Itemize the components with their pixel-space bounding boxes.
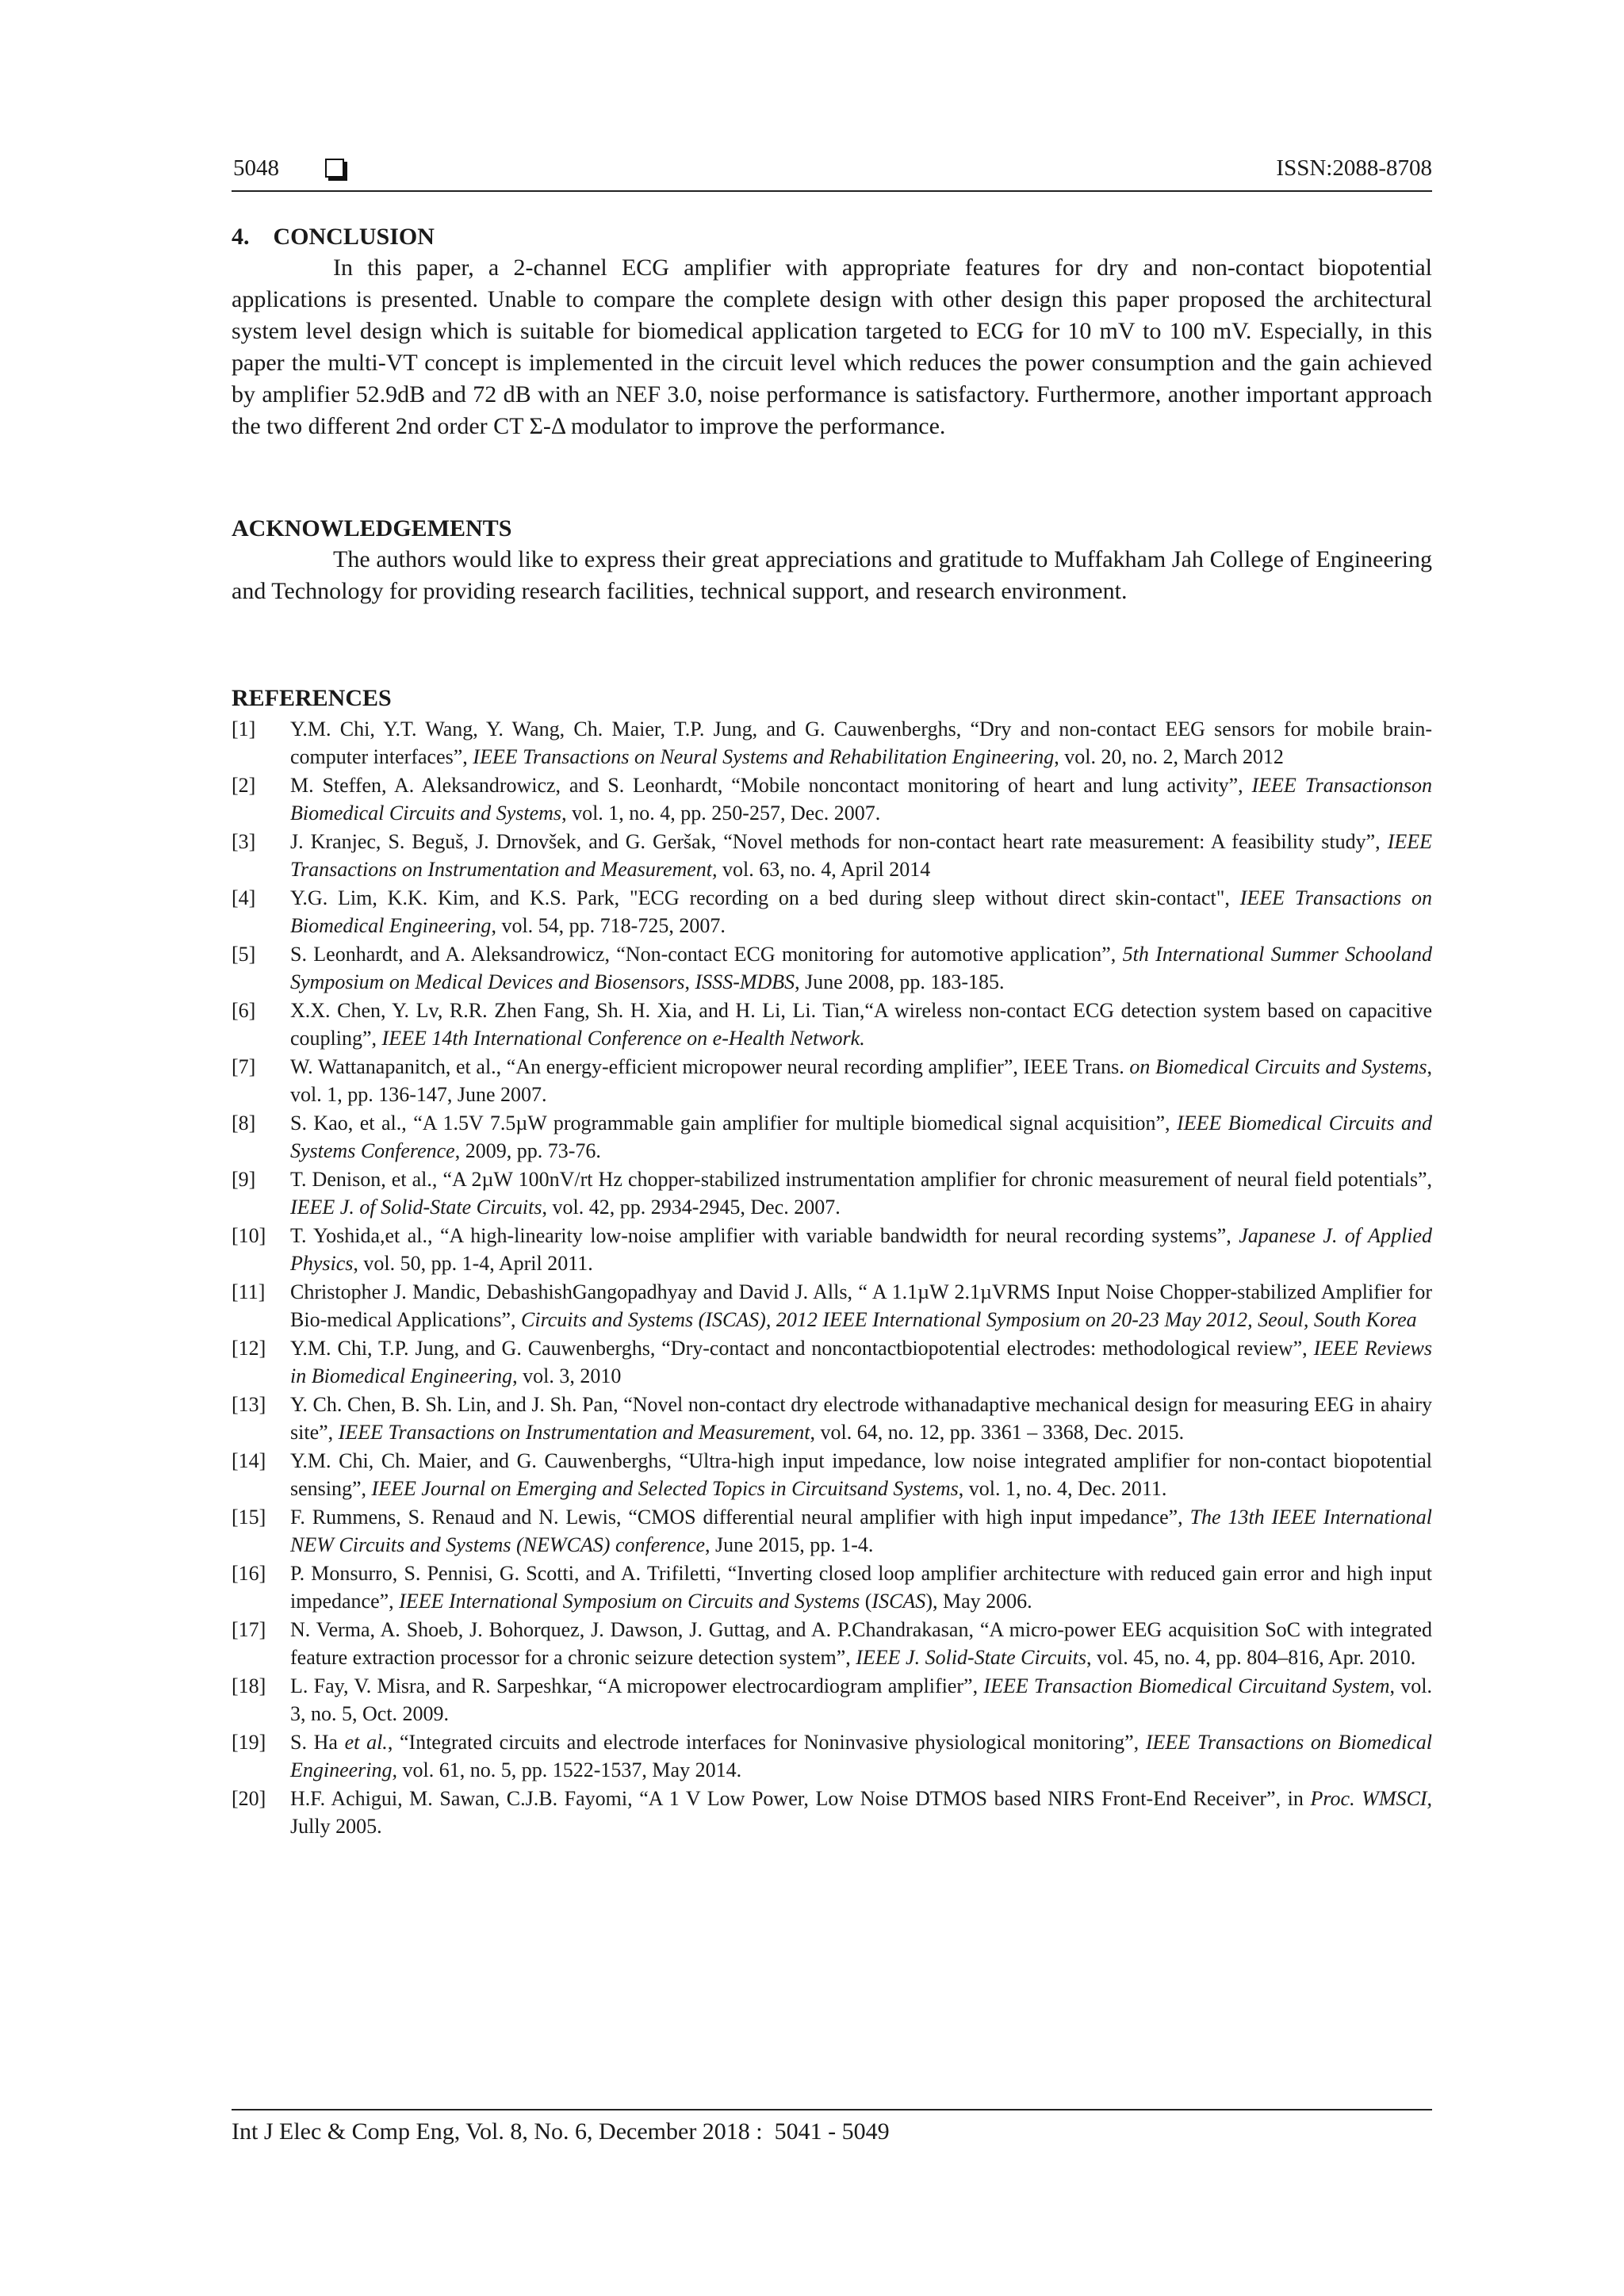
reference-number: [14]	[232, 1449, 266, 1472]
reference-item	[232, 1559, 1432, 1615]
reference-number: [8]	[232, 1112, 256, 1135]
reference-venue: Japanese J. of Applied Physics	[290, 1224, 1432, 1275]
reference-item	[232, 1728, 1432, 1784]
reference-number: [15]	[232, 1506, 266, 1529]
page-header	[232, 155, 1432, 192]
reference-text	[290, 1559, 1432, 1615]
reference-segment: , vol. 20, no. 2, March 2012	[1054, 745, 1284, 768]
reference-segment: , vol. 3, no. 5, Oct. 2009.	[290, 1674, 1432, 1725]
reference-venue: IEEE Transactions on Biomedical Engineering,	[290, 1731, 1432, 1781]
reference-number: [19]	[232, 1731, 266, 1754]
conclusion-paragraph: In this paper, a 2-channel ECG amplifier with appropriate features for dry and non-contact biopotential applications is presented. Unable to compare the complete design with other design this paper proposed the architectural system level design which is suitable for biomedical application targeted to ECG for 10 mV to 100 mV. Especially, in this paper the multi-VT concept is implemented in the circuit level which reduces the power consumption and the gain achieved by amplifier 52.9dB and 72 dB with an NEF 3.0, noise performance is satisfactory. Furthermore, another important approach the two different 2nd order CT Σ-Δ modulator to improve the performance.	[232, 254, 1432, 439]
reference-item	[232, 1109, 1432, 1165]
reference-item	[232, 771, 1432, 827]
checkbox-square-icon	[325, 159, 344, 178]
reference-number: [4]	[232, 886, 256, 909]
reference-number: [1]	[232, 718, 256, 740]
reference-segment: ,	[684, 970, 695, 993]
reference-text	[290, 771, 1432, 827]
page-number: 5048	[233, 155, 279, 181]
reference-text	[290, 1672, 1432, 1728]
reference-venue: IEEE Journal on Emerging and Selected Topics in Circuitsand Systems	[371, 1477, 959, 1500]
reference-text	[290, 1785, 1432, 1840]
reference-text	[290, 1278, 1432, 1334]
reference-text	[290, 828, 1432, 883]
reference-number: [7]	[232, 1055, 256, 1078]
reference-segment: T. Yoshida,et al., “A high-linearity low-noise amplifier with variable bandwidth for neural recording systems”,	[290, 1224, 1239, 1247]
reference-text	[290, 1109, 1432, 1165]
reference-text	[290, 940, 1432, 996]
reference-venue: IEEE Transactions on Biomedical Engineering	[290, 886, 1433, 937]
reference-venue: IEEE Transactionson Biomedical Circuits and Systems	[290, 774, 1432, 825]
issn: ISSN:2088-8708	[1276, 155, 1432, 181]
reference-number: [6]	[232, 999, 256, 1022]
reference-venue: Circuits and Systems (ISCAS), 2012 IEEE International Symposium on 20-23 May 2012, Seoul, South Korea	[521, 1308, 1417, 1331]
reference-number: [11]	[232, 1280, 266, 1303]
reference-item	[232, 997, 1432, 1052]
reference-item	[232, 940, 1432, 996]
reference-segment: , “Integrated circuits and electrode interfaces for Noninvasive physiological monitoring”,	[387, 1731, 1146, 1754]
reference-segment: , vol. 54, pp. 718-725, 2007.	[491, 914, 726, 937]
acknowledgements-paragraph: The authors would like to express their great appreciations and gratitude to Muffakham Jah College of Engineering and Technology for providing research facilities, technical support, and research environment.	[232, 546, 1432, 604]
reference-text	[290, 1616, 1432, 1671]
reference-venue: IEEE International Symposium on Circuits and Systems	[399, 1590, 860, 1613]
reference-segment: , vol. 1, no. 4, Dec. 2011.	[958, 1477, 1167, 1500]
reference-item	[232, 1616, 1432, 1671]
reference-segment: M. Steffen, A. Aleksandrowicz, and S. Leonhardt, “Mobile noncontact monitoring of heart and lung activity”,	[290, 774, 1252, 797]
reference-number: [18]	[232, 1674, 266, 1697]
reference-item	[232, 715, 1432, 771]
reference-item	[232, 884, 1432, 939]
reference-segment: S. Kao, et al., “A 1.5V 7.5µW programmable gain amplifier for multiple biomedical signal acquisition”,	[290, 1112, 1178, 1135]
reference-item	[232, 828, 1432, 883]
reference-text	[290, 1447, 1432, 1502]
references-heading: REFERENCES	[232, 685, 392, 711]
reference-item	[232, 1165, 1432, 1221]
main-content	[232, 222, 1432, 1841]
reference-segment: , vol. 3, 2010	[512, 1364, 622, 1387]
reference-venue: ISSS-MDBS	[695, 970, 795, 993]
reference-number: [2]	[232, 774, 256, 797]
reference-venue: IEEE Transaction Biomedical Circuitand System	[983, 1674, 1390, 1697]
reference-number: [12]	[232, 1337, 266, 1360]
reference-venue: et al.	[344, 1731, 388, 1754]
reference-venue: IEEE Transactions on Instrumentation and Measurement	[338, 1421, 810, 1444]
reference-segment: , June 2008, pp. 183-185.	[795, 970, 1005, 993]
reference-segment: W. Wattanapanitch, et al., “An energy-efficient micropower neural recording amplifier”, IEEE Trans.	[290, 1055, 1130, 1078]
reference-segment: X.X. Chen, Y. Lv, R.R. Zhen Fang, Sh. H. Xia, and H. Li, Li. Tian,“A wireless non-contact ECG detection system based on capacitive coupling”,	[290, 999, 1432, 1050]
reference-item	[232, 1334, 1432, 1390]
reference-segment: , vol. 1, no. 4, pp. 250-257, Dec. 2007.	[561, 802, 881, 825]
reference-text	[290, 1053, 1432, 1108]
reference-segment: (	[860, 1590, 872, 1613]
reference-segment: S. Ha	[290, 1731, 345, 1754]
acknowledgements-heading: ACKNOWLEDGEMENTS	[232, 515, 512, 541]
reference-venue: IEEE Biomedical Circuits and Systems Conference	[290, 1112, 1432, 1162]
reference-item	[232, 1672, 1432, 1728]
reference-text	[290, 1391, 1432, 1446]
reference-venue: The 13th IEEE International NEW Circuits and Systems (NEWCAS) conference	[290, 1506, 1432, 1556]
reference-text	[290, 997, 1432, 1052]
reference-number: [3]	[232, 830, 256, 853]
reference-segment: Y.M. Chi, Y.T. Wang, Y. Wang, Ch. Maier, T.P. Jung, and G. Cauwenberghs, “Dry and non-contact EEG sensors for mobile brain-computer interfaces”,	[290, 718, 1432, 768]
reference-segment: , 2009, pp. 73-76.	[454, 1139, 601, 1162]
reference-venue: IEEE J. Solid-State Circuits	[856, 1646, 1087, 1669]
reference-segment: , vol. 1, pp. 136-147, June 2007.	[290, 1055, 1432, 1106]
reference-segment: Y.G. Lim, K.K. Kim, and K.S. Park, "ECG recording on a bed during sleep without direct skin-contact",	[290, 886, 1240, 909]
reference-number: [13]	[232, 1393, 266, 1416]
reference-number: [9]	[232, 1168, 256, 1191]
reference-item	[232, 1785, 1432, 1840]
reference-segment: P. Monsurro, S. Pennisi, G. Scotti, and A. Trifiletti, “Inverting closed loop amplifier architecture with reduced gain error and high input impedance”,	[290, 1562, 1432, 1613]
reference-item	[232, 1391, 1432, 1446]
reference-list	[232, 715, 1432, 1840]
reference-segment: , vol. 50, pp. 1-4, April 2011.	[353, 1252, 593, 1275]
reference-segment: Y.M. Chi, Ch. Maier, and G. Cauwenberghs, “Ultra-high input impedance, low noise integrated amplifier for non-contact biopotential sensing”,	[290, 1449, 1432, 1500]
reference-venue: ISCAS	[871, 1590, 926, 1613]
reference-venue: 5th International Summer Schooland Symposium on Medical Devices and Biosensors	[290, 943, 1432, 993]
reference-item	[232, 1447, 1432, 1502]
reference-segment: L. Fay, V. Misra, and R. Sarpeshkar, “A micropower electrocardiogram amplifier”,	[290, 1674, 984, 1697]
reference-segment: F. Rummens, S. Renaud and N. Lewis, “CMOS differential neural amplifier with high input impedance”,	[290, 1506, 1190, 1529]
reference-number: [5]	[232, 943, 256, 966]
reference-segment: H.F. Achigui, M. Sawan, C.J.B. Fayomi, “A 1 V Low Power, Low Noise DTMOS based NIRS Front-End Receiver”, in	[290, 1787, 1311, 1810]
reference-segment: , vol. 64, no. 12, pp. 3361 – 3368, Dec. 2015.	[810, 1421, 1185, 1444]
reference-text	[290, 715, 1432, 771]
reference-text	[290, 1165, 1432, 1221]
reference-venue: IEEE J. of Solid-State Circuits	[290, 1196, 542, 1219]
reference-segment: vol. 63, no. 4, April 2014	[717, 858, 931, 881]
reference-segment: , vol. 45, no. 4, pp. 804–816, Apr. 2010.	[1086, 1646, 1416, 1669]
reference-venue: IEEE 14th International Conference on e-Health Network.	[381, 1027, 865, 1050]
reference-segment: , vol. 42, pp. 2934-2945, Dec. 2007.	[542, 1196, 841, 1219]
reference-number: [16]	[232, 1562, 266, 1585]
reference-item	[232, 1222, 1432, 1277]
reference-venue: IEEE Transactions on Instrumentation and Measurement,	[290, 830, 1432, 881]
reference-venue: Proc. WMSCI,	[1310, 1787, 1432, 1810]
conclusion-heading: 4. CONCLUSION	[232, 224, 435, 250]
reference-venue: on Biomedical Circuits and Systems	[1129, 1055, 1427, 1078]
reference-segment: vol. 61, no. 5, pp. 1522-1537, May 2014.	[397, 1758, 742, 1781]
reference-segment: T. Denison, et al., “A 2µW 100nV/rt Hz chopper-stabilized instrumentation amplifier for chronic measurement of neural field potentials”,	[290, 1168, 1432, 1191]
reference-text	[290, 1334, 1432, 1390]
reference-segment: S. Leonhardt, and A. Aleksandrowicz, “Non-contact ECG monitoring for automotive application”,	[290, 943, 1123, 966]
reference-venue: IEEE Transactions on Neural Systems and Rehabilitation Engineering	[473, 745, 1055, 768]
reference-text	[290, 1222, 1432, 1277]
reference-segment: N. Verma, A. Shoeb, J. Bohorquez, J. Dawson, J. Guttag, and A. P.Chandrakasan, “A micro-power EEG acquisition SoC with integrated feature extraction processor for a chronic seizure detection system”,	[290, 1618, 1432, 1669]
page-footer	[232, 2109, 1432, 2145]
reference-segment: Christopher J. Mandic, DebashishGangopadhyay and David J. Alls, “ A 1.1µW 2.1µVRMS Input Noise Chopper-stabilized Amplifier for Bio-medical Applications”,	[290, 1280, 1432, 1331]
reference-item	[232, 1503, 1432, 1559]
reference-number: [17]	[232, 1618, 266, 1641]
reference-venue: IEEE Reviews in Biomedical Engineering	[290, 1337, 1432, 1387]
reference-text	[290, 884, 1432, 939]
journal-citation: Int J Elec & Comp Eng, Vol. 8, No. 6, December 2018 : 5041 - 5049	[232, 2118, 890, 2145]
reference-segment: ), May 2006.	[925, 1590, 1032, 1613]
reference-segment: J. Kranjec, S. Beguš, J. Drnovšek, and G. Geršak, “Novel methods for non-contact heart rate measurement: A feasibility study”,	[290, 830, 1388, 853]
reference-segment: Jully 2005.	[290, 1815, 382, 1838]
reference-text	[290, 1503, 1432, 1559]
reference-segment: Y.M. Chi, T.P. Jung, and G. Cauwenberghs, “Dry-contact and noncontactbiopotential electrodes: methodological review”,	[290, 1337, 1314, 1360]
reference-item	[232, 1278, 1432, 1334]
reference-segment: , June 2015, pp. 1-4.	[705, 1533, 874, 1556]
reference-number: [10]	[232, 1224, 266, 1247]
reference-number: [20]	[232, 1787, 266, 1810]
reference-text	[290, 1728, 1432, 1784]
reference-item	[232, 1053, 1432, 1108]
reference-segment: Y. Ch. Chen, B. Sh. Lin, and J. Sh. Pan, “Novel non-contact dry electrode withanadaptive mechanical design for measuring EEG in ahairy site”,	[290, 1393, 1432, 1444]
